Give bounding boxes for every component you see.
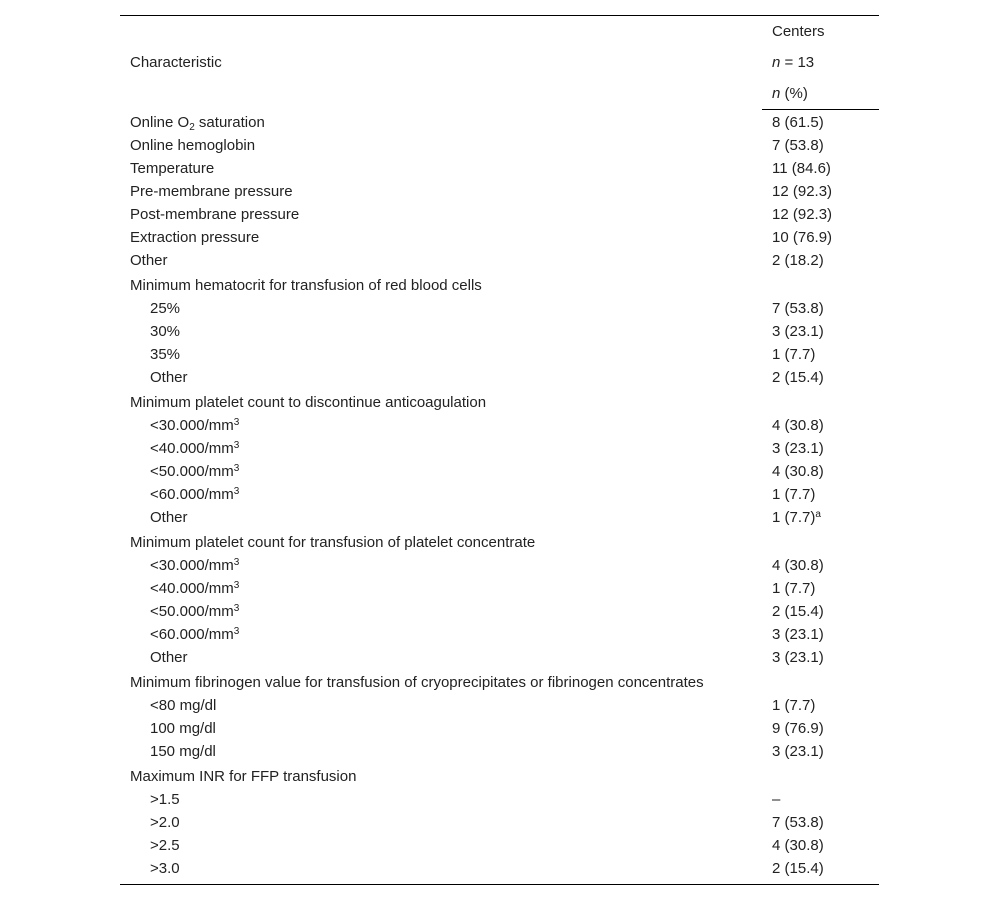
row-label-exponent: 3 xyxy=(233,603,240,614)
row-label xyxy=(120,110,762,135)
table-row xyxy=(120,366,879,389)
row-value: 9 (76.9) xyxy=(772,720,824,737)
table-row xyxy=(120,600,879,623)
table-row xyxy=(120,646,879,669)
group-title-platelet-transfusion: Minimum platelet count for transfusion of platelet concentrate xyxy=(130,534,536,551)
row-value: 3 (23.1) xyxy=(772,626,824,643)
group-title-platelet-anticoag: Minimum platelet count to discontinue anticoagulation xyxy=(130,394,487,411)
row-label-text: <50.000/mm xyxy=(150,603,234,620)
table-row xyxy=(120,134,879,157)
row-value: 3 (23.1) xyxy=(772,649,824,666)
row-label-text: <60.000/mm xyxy=(150,486,234,503)
row-label-text: <40.000/mm xyxy=(150,440,234,457)
row-label-exponent: 3 xyxy=(233,486,240,497)
header-n-count xyxy=(762,47,879,78)
row-value: 2 (15.4) xyxy=(772,860,824,877)
row-label xyxy=(120,483,762,506)
row-label-exponent: 3 xyxy=(233,557,240,568)
table-row xyxy=(120,694,879,717)
row-label: >2.5 xyxy=(150,837,180,854)
group-title-hematocrit: Minimum hematocrit for transfusion of red blood cells xyxy=(130,277,482,294)
group-header-row xyxy=(120,669,879,694)
row-value: 1 (7.7) xyxy=(772,697,816,714)
table-row xyxy=(120,157,879,180)
table-row xyxy=(120,857,879,885)
table-row xyxy=(120,623,879,646)
table-row xyxy=(120,717,879,740)
row-value: 7 (53.8) xyxy=(772,814,824,831)
table-row xyxy=(120,483,879,506)
row-label: 25% xyxy=(150,300,181,317)
row-label: >3.0 xyxy=(150,860,180,877)
table-row xyxy=(120,320,879,343)
row-label-text: <50.000/mm xyxy=(150,463,234,480)
row-value: 3 (23.1) xyxy=(772,743,824,760)
table-row xyxy=(120,180,879,203)
row-label xyxy=(120,460,762,483)
row-label: Online hemoglobin xyxy=(130,137,256,154)
group-title-inr: Maximum INR for FFP transfusion xyxy=(130,768,357,785)
group-header-row xyxy=(120,763,879,788)
row-label: 100 mg/dl xyxy=(150,720,216,737)
row-label: Other xyxy=(150,509,188,526)
row-value: 11 (84.6) xyxy=(772,160,831,177)
group-title-fibrinogen: Minimum fibrinogen value for transfusion of cryoprecipitates or fibrinogen concentrates xyxy=(130,674,704,691)
row-value xyxy=(762,506,879,529)
header-n-eq: = 13 xyxy=(780,54,815,71)
row-label-exponent: 3 xyxy=(233,440,240,451)
header-pct-label: (%) xyxy=(780,85,808,102)
header-n-pct xyxy=(762,78,879,110)
table-row xyxy=(120,226,879,249)
row-label: Post-membrane pressure xyxy=(130,206,300,223)
row-value-text: 1 (7.7) xyxy=(772,509,816,526)
row-value: 2 (18.2) xyxy=(772,252,824,269)
row-value: 4 (30.8) xyxy=(772,463,824,480)
table-row xyxy=(120,343,879,366)
row-label: Pre-membrane pressure xyxy=(130,183,293,200)
row-label xyxy=(120,437,762,460)
row-label-text-post: saturation xyxy=(194,113,265,131)
row-label: 30% xyxy=(150,323,181,340)
row-label xyxy=(120,554,762,577)
row-value: 7 (53.8) xyxy=(772,300,824,317)
table-row xyxy=(120,297,879,320)
row-value: 7 (53.8) xyxy=(772,137,824,154)
row-value: 1 (7.7) xyxy=(772,346,816,363)
row-label-text: <40.000/mm xyxy=(150,580,234,597)
row-label-exponent: 3 xyxy=(233,580,240,591)
row-label-text: <30.000/mm xyxy=(150,417,234,434)
row-value: 2 (15.4) xyxy=(772,603,824,620)
table-row xyxy=(120,740,879,763)
row-label: Extraction pressure xyxy=(130,229,260,246)
row-value: 4 (30.8) xyxy=(772,557,824,574)
table-row xyxy=(120,834,879,857)
row-value: 3 (23.1) xyxy=(772,323,824,340)
row-label-text: Online O xyxy=(130,113,190,131)
table-row xyxy=(120,437,879,460)
table-container xyxy=(120,15,879,885)
table-row xyxy=(120,506,879,529)
table-row xyxy=(120,460,879,483)
row-label-exponent: 3 xyxy=(233,417,240,428)
table-row xyxy=(120,811,879,834)
row-label: Other xyxy=(150,369,188,386)
row-label: >1.5 xyxy=(150,791,180,808)
table-row xyxy=(120,577,879,600)
header-row-1 xyxy=(120,16,879,48)
row-label: >2.0 xyxy=(150,814,180,831)
footnote-marker: a xyxy=(815,509,821,520)
row-label-text: <30.000/mm xyxy=(150,557,234,574)
table-row xyxy=(120,788,879,811)
row-value: 4 (30.8) xyxy=(772,417,824,434)
row-label-subscript: 2 xyxy=(189,121,195,133)
row-label-text: <60.000/mm xyxy=(150,626,234,643)
group-header-row xyxy=(120,529,879,554)
row-label: Other xyxy=(130,252,168,269)
table-row xyxy=(120,110,879,135)
table-row xyxy=(120,203,879,226)
header-characteristic: Characteristic xyxy=(130,54,222,72)
row-value: 8 (61.5) xyxy=(772,114,824,131)
group-header-row xyxy=(120,272,879,297)
table-row xyxy=(120,414,879,437)
row-label xyxy=(120,414,762,437)
row-label: Temperature xyxy=(130,160,215,177)
row-label: 35% xyxy=(150,346,181,363)
row-value: 4 (30.8) xyxy=(772,837,824,854)
row-value: 2 (15.4) xyxy=(772,369,824,386)
row-value: 1 (7.7) xyxy=(772,580,816,597)
row-value: 3 (23.1) xyxy=(772,440,824,457)
row-value: 12 (92.3) xyxy=(772,183,833,200)
row-label-exponent: 3 xyxy=(233,463,240,474)
row-value: – xyxy=(772,791,781,808)
header-pct-n-italic: n xyxy=(772,85,781,102)
row-label xyxy=(120,577,762,600)
row-value: 12 (92.3) xyxy=(772,206,833,223)
row-label: <80 mg/dl xyxy=(150,697,217,714)
header-n-italic: n xyxy=(772,54,781,71)
row-label xyxy=(120,623,762,646)
row-label: 150 mg/dl xyxy=(150,743,216,760)
row-label xyxy=(120,600,762,623)
row-label: Other xyxy=(150,649,188,666)
table-row xyxy=(120,249,879,272)
row-value: 1 (7.7) xyxy=(772,486,816,503)
characteristics-table xyxy=(120,15,879,885)
row-value: 10 (76.9) xyxy=(772,229,833,246)
header-centers: Centers xyxy=(772,23,825,40)
group-header-row xyxy=(120,389,879,414)
row-label-exponent: 3 xyxy=(233,626,240,637)
table-row xyxy=(120,554,879,577)
